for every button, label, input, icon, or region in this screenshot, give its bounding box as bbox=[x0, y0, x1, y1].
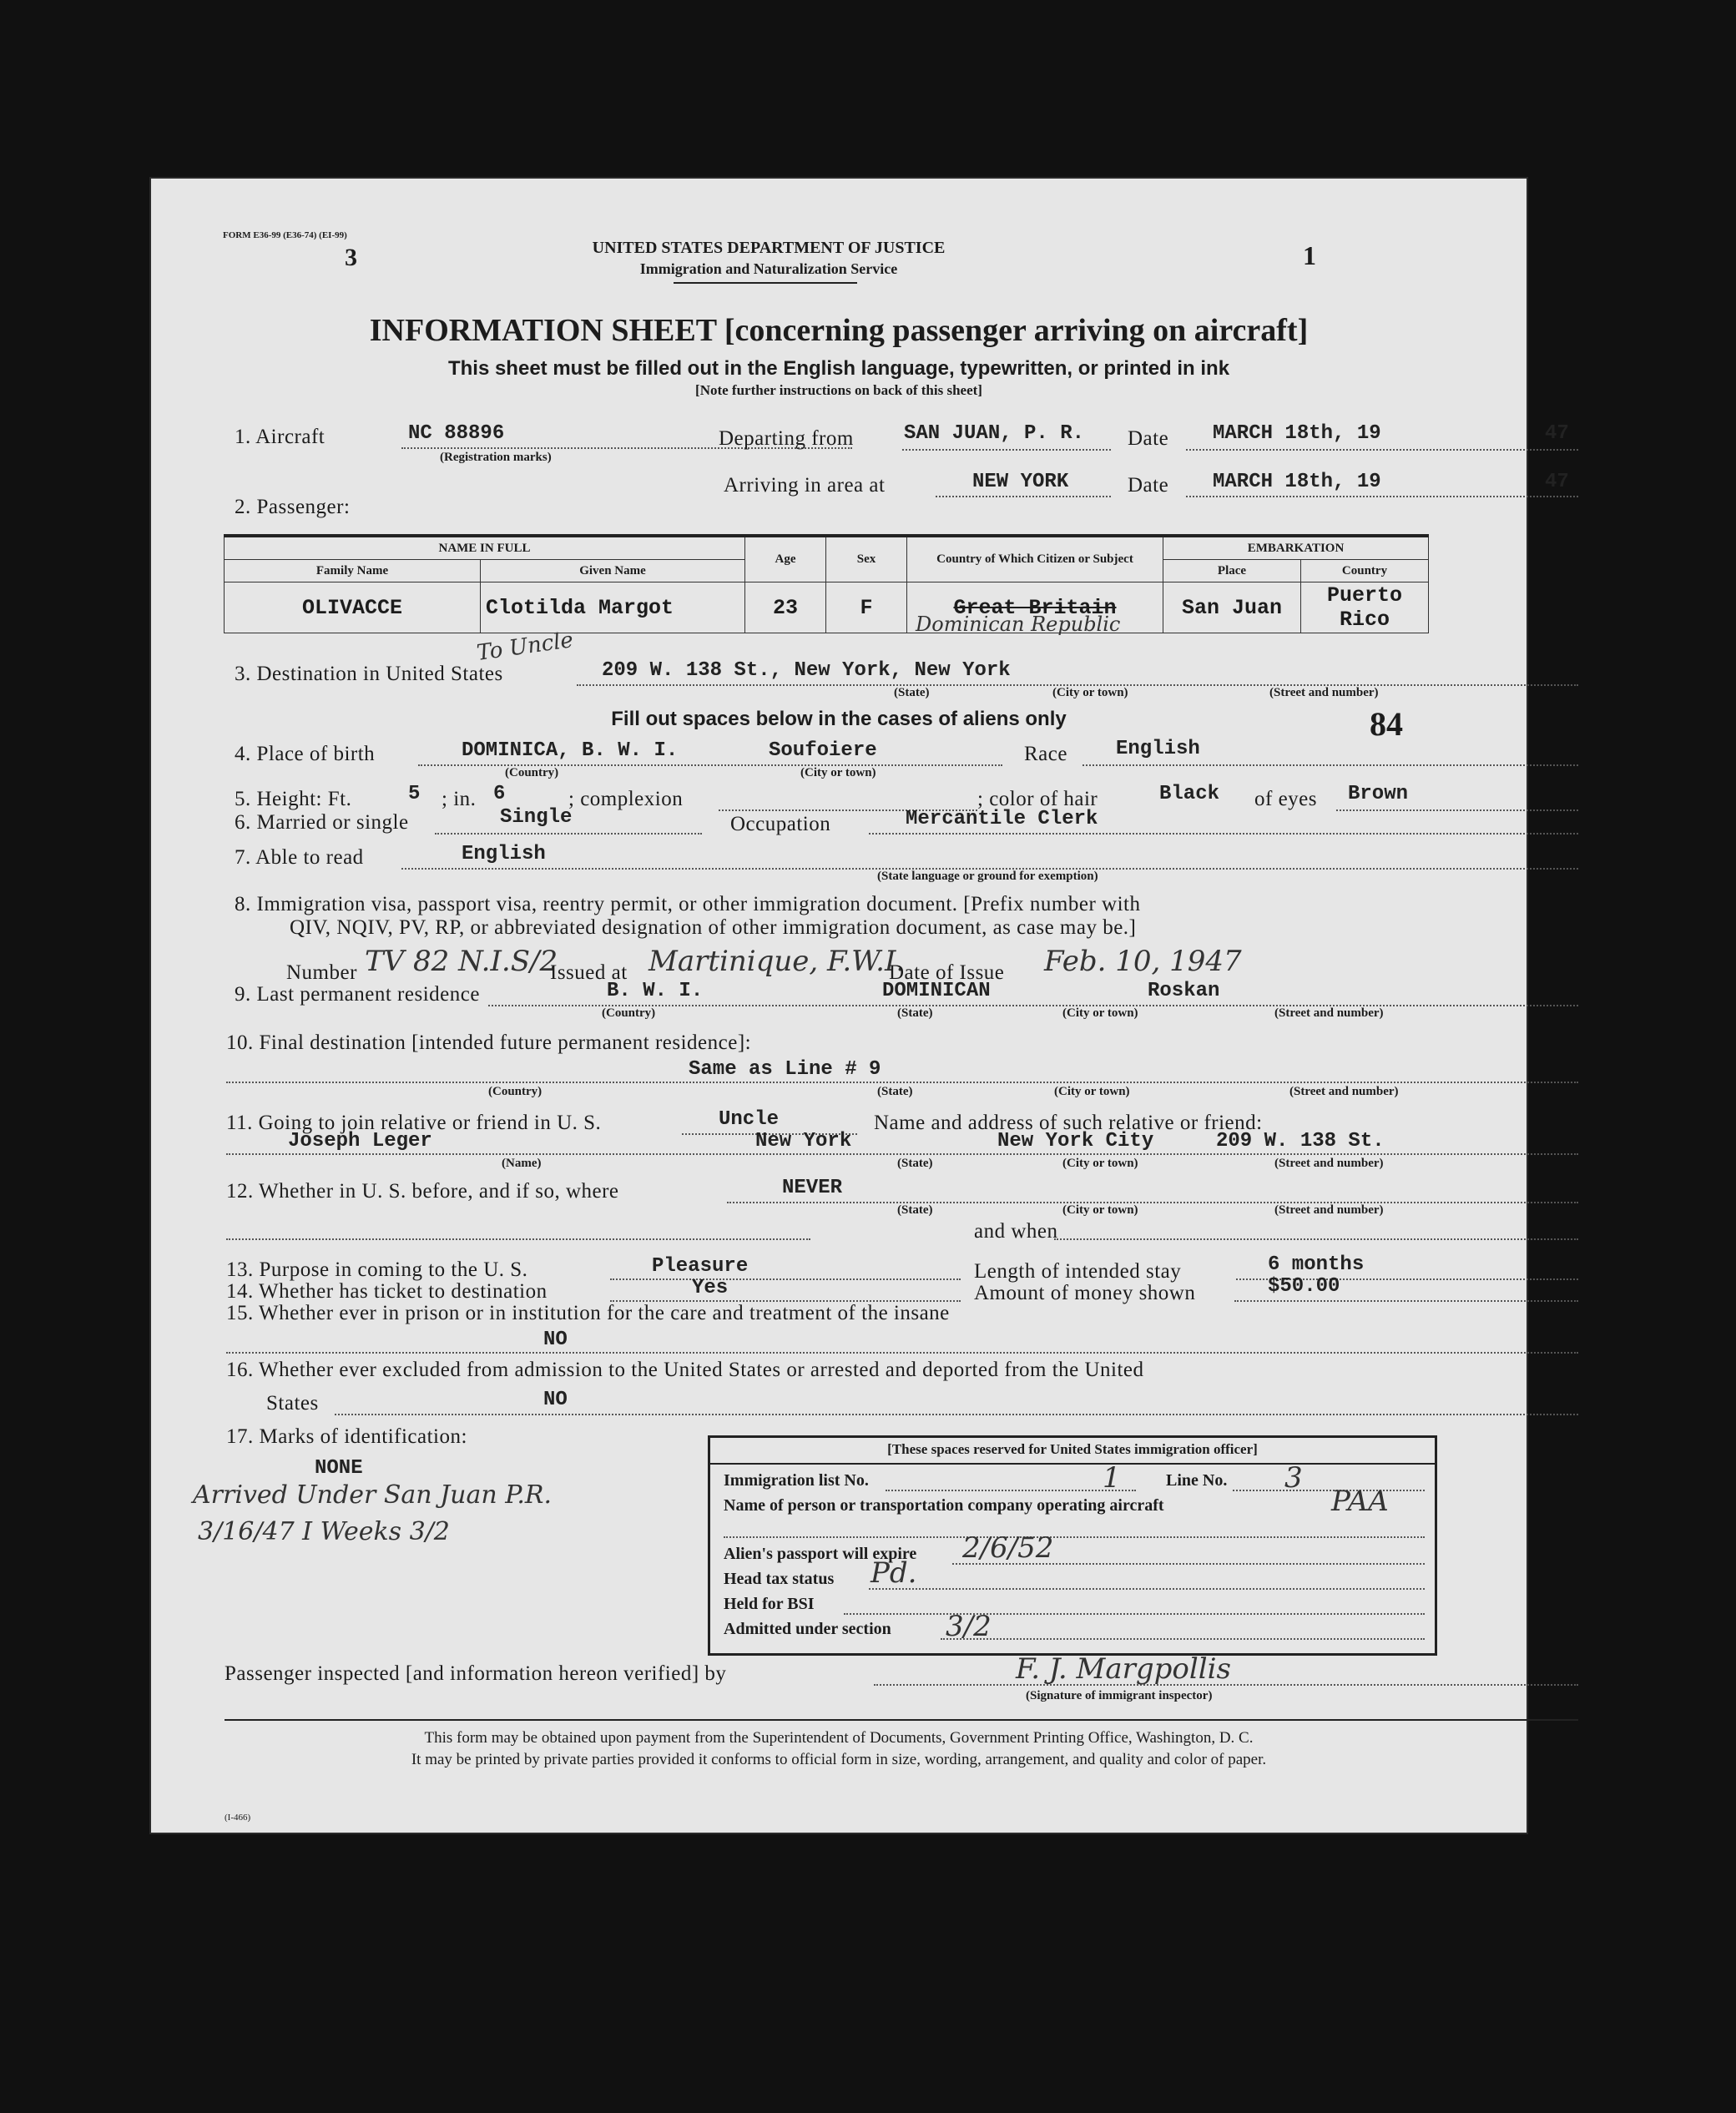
list-value: 1 bbox=[1103, 1461, 1121, 1495]
th-ecountry: Country bbox=[1301, 560, 1429, 582]
line-line bbox=[1233, 1490, 1425, 1491]
corner-mark-right: 1 bbox=[1303, 240, 1316, 270]
relative-line bbox=[226, 1153, 1578, 1155]
sex: F bbox=[826, 582, 907, 633]
read-label: 7. Able to read bbox=[235, 846, 364, 869]
embark-country: Puerto Rico bbox=[1301, 582, 1429, 633]
destination-note-handwritten: To Uncle bbox=[475, 628, 575, 666]
relative-city: New York City bbox=[997, 1130, 1154, 1152]
th-age: Age bbox=[745, 536, 826, 582]
destination-sub-state: (State) bbox=[894, 686, 930, 699]
arriving-value: NEW YORK bbox=[972, 471, 1069, 493]
date2-label: Date bbox=[1128, 474, 1169, 497]
prison-value: NO bbox=[543, 1329, 568, 1351]
height-in-label: ; in. bbox=[442, 788, 477, 810]
eyes-label: of eyes bbox=[1254, 788, 1317, 810]
relative-sub-name: (Name) bbox=[502, 1157, 542, 1170]
age: 23 bbox=[745, 582, 826, 633]
residence-sub-city: (City or town) bbox=[1062, 1006, 1138, 1020]
read-value: English bbox=[462, 843, 546, 865]
list-line bbox=[886, 1490, 1136, 1491]
line-label: Line No. bbox=[1166, 1471, 1228, 1490]
registration-sub: (Registration marks) bbox=[440, 451, 552, 464]
doi-label: Date of Issue bbox=[889, 961, 1005, 984]
th-embarkation: EMBARKATION bbox=[1163, 536, 1429, 560]
visa-text2: QIV, NQIV, PV, RP, or abbreviated designation of other immigration document, as case may be.] bbox=[290, 916, 1137, 939]
th-place: Place bbox=[1163, 560, 1301, 582]
occupation-line bbox=[869, 833, 1578, 835]
date-label: Date bbox=[1128, 427, 1169, 450]
family-name: OLIVACCE bbox=[225, 582, 481, 633]
arriving-label: Arriving in area at bbox=[724, 474, 886, 497]
aircraft-value: NC 88896 bbox=[408, 422, 505, 445]
bottom-code: (I-466) bbox=[225, 1813, 251, 1823]
prison-label: 15. Whether ever in prison or in institution for the care and treatment of the insane bbox=[226, 1302, 950, 1324]
final-dest-line bbox=[226, 1082, 1578, 1083]
citizenship: Great Britain bbox=[953, 595, 1117, 620]
passport-value: 2/6/52 bbox=[962, 1531, 1054, 1565]
when-line bbox=[1054, 1238, 1578, 1240]
tax-label: Head tax status bbox=[724, 1570, 835, 1588]
join-label: 11. Going to join relative or friend in U. S. bbox=[226, 1112, 602, 1134]
relative-street: 209 W. 138 St. bbox=[1216, 1130, 1385, 1152]
before-line bbox=[727, 1202, 1578, 1203]
date2-value: MARCH 18th, 19 bbox=[1213, 471, 1381, 493]
instructions: This sheet must be filled out in the English language, typewritten, or printed in ink bbox=[447, 357, 1230, 380]
birth-sub-country: (Country) bbox=[505, 766, 559, 779]
eyes-value: Brown bbox=[1348, 783, 1409, 805]
destination-label: 3. Destination in United States bbox=[235, 663, 503, 685]
stay-label: Length of intended stay bbox=[974, 1260, 1182, 1283]
tax-value: Pd. bbox=[871, 1556, 917, 1590]
money-value: $50.00 bbox=[1268, 1275, 1340, 1298]
relative-name: Joseph Leger bbox=[288, 1130, 432, 1152]
inspector-sub: (Signature of immigrant inspector) bbox=[1026, 1689, 1213, 1702]
departing-value: SAN JUAN, P. R. bbox=[904, 422, 1085, 445]
destination-value: 209 W. 138 St., New York, New York bbox=[602, 659, 1011, 682]
excluded-label2: States bbox=[266, 1392, 319, 1415]
marks-handwritten-2: 3/16/47 I Weeks 3/2 bbox=[198, 1517, 450, 1546]
note: [Note further instructions on back of this sheet] bbox=[695, 382, 982, 398]
departing-label: Departing from bbox=[719, 427, 854, 450]
money-label: Amount of money shown bbox=[974, 1282, 1196, 1304]
date-value: MARCH 18th, 19 bbox=[1213, 422, 1381, 445]
join-value: Uncle bbox=[719, 1108, 780, 1131]
aircraft-label: 1. Aircraft bbox=[235, 426, 326, 448]
residence-sub-country: (Country) bbox=[602, 1006, 656, 1020]
operator-value: PAA bbox=[1331, 1485, 1389, 1518]
race-value: English bbox=[1116, 738, 1200, 760]
hair-label: ; color of hair bbox=[977, 788, 1098, 810]
th-name: NAME IN FULL bbox=[225, 536, 745, 560]
destination-sub-city: (City or town) bbox=[1052, 686, 1128, 699]
issued-value: Martinique, F.W.I. bbox=[648, 945, 906, 978]
tax-line bbox=[869, 1588, 1425, 1590]
ticket-value: Yes bbox=[692, 1277, 729, 1299]
page-title: INFORMATION SHEET [concerning passenger arriving on aircraft] bbox=[369, 313, 1309, 348]
officer-box-rule bbox=[710, 1463, 1435, 1465]
marks-label: 17. Marks of identification: bbox=[226, 1425, 467, 1448]
height-in: 6 bbox=[493, 783, 506, 805]
officer-box-title: [These spaces reserved for United States immigration officer] bbox=[887, 1441, 1258, 1457]
final-sub-country: (Country) bbox=[488, 1085, 542, 1098]
relative-sub-city: (City or town) bbox=[1062, 1157, 1138, 1170]
residence-city: Roskan bbox=[1148, 980, 1220, 1002]
th-sex: Sex bbox=[826, 536, 907, 582]
purpose-label: 13. Purpose in coming to the U. S. bbox=[226, 1258, 528, 1281]
th-given: Given Name bbox=[481, 560, 745, 582]
marks-handwritten-1: Arrived Under San Juan P.R. bbox=[193, 1480, 552, 1510]
department: UNITED STATES DEPARTMENT OF JUSTICE bbox=[592, 239, 946, 257]
section-line bbox=[941, 1638, 1425, 1640]
final-sub-state: (State) bbox=[877, 1085, 913, 1098]
final-dest-label: 10. Final destination [intended future permanent residence]: bbox=[226, 1031, 752, 1054]
aliens-heading: Fill out spaces below in the cases of aliens only bbox=[611, 708, 1067, 730]
final-sub-street: (Street and number) bbox=[1289, 1085, 1399, 1098]
inspector-signature: F. J. Margpollis bbox=[1016, 1652, 1231, 1686]
doi-value: Feb. 10, 1947 bbox=[1044, 945, 1242, 978]
footer-line-2: It may be printed by private parties provided it conforms to official form in size, wording, arrangement, and quality and color of paper. bbox=[411, 1751, 1267, 1768]
race-line bbox=[1082, 764, 1578, 766]
footer-line-1: This form may be obtained upon payment from the Superintendent of Documents, Government Printing Office, Washington, D. C. bbox=[424, 1729, 1254, 1747]
birth-sub-city: (City or town) bbox=[800, 766, 876, 779]
passport-label: Alien's passport will expire bbox=[724, 1545, 917, 1563]
when-label: and when bbox=[974, 1220, 1058, 1243]
relative-sub-state: (State) bbox=[897, 1157, 933, 1170]
before-value: NEVER bbox=[782, 1177, 843, 1199]
operator-label: Name of person or transportation company operating aircraft bbox=[724, 1496, 1164, 1515]
th-family: Family Name bbox=[225, 560, 481, 582]
excluded-line bbox=[335, 1414, 1578, 1415]
bsi-line bbox=[844, 1613, 1425, 1615]
birth-city: Soufoiere bbox=[769, 739, 877, 762]
marks-value: NONE bbox=[315, 1457, 363, 1480]
year-value: 47 bbox=[1545, 422, 1569, 445]
race-label: Race bbox=[1024, 743, 1067, 765]
eyes-line bbox=[1336, 809, 1578, 811]
prison-line bbox=[226, 1352, 1578, 1354]
residence-sub-street: (Street and number) bbox=[1274, 1006, 1384, 1020]
final-sub-city: (City or town) bbox=[1054, 1085, 1130, 1098]
form-number: FORM E36-99 (E36-74) (EI-99) bbox=[223, 230, 347, 240]
operator-line bbox=[724, 1536, 1425, 1538]
embark-place: San Juan bbox=[1163, 582, 1301, 633]
married-value: Single bbox=[500, 806, 573, 829]
issued-label: Issued at bbox=[550, 961, 628, 984]
birth-country: DOMINICA, B. W. I. bbox=[462, 739, 679, 762]
form-body bbox=[151, 179, 1527, 1833]
residence-sub-state: (State) bbox=[897, 1006, 933, 1020]
residence-country: B. W. I. bbox=[607, 980, 704, 1002]
line-value: 3 bbox=[1284, 1461, 1303, 1495]
stay-value: 6 months bbox=[1268, 1253, 1365, 1276]
height-label: 5. Height: Ft. bbox=[235, 788, 352, 810]
read-sub: (State language or ground for exemption) bbox=[877, 870, 1098, 883]
purpose-value: Pleasure bbox=[652, 1255, 749, 1278]
section-value: 3/2 bbox=[946, 1610, 992, 1643]
height-ft: 5 bbox=[408, 783, 421, 805]
money-line bbox=[1234, 1300, 1578, 1302]
section-label: Admitted under section bbox=[724, 1620, 891, 1638]
married-line bbox=[435, 833, 702, 835]
married-label: 6. Married or single bbox=[235, 811, 409, 834]
list-label: Immigration list No. bbox=[724, 1471, 869, 1490]
complexion-label: ; complexion bbox=[568, 788, 684, 810]
final-dest-value: Same as Line # 9 bbox=[689, 1058, 881, 1081]
ticket-label: 14. Whether has ticket to destination bbox=[226, 1280, 548, 1303]
residence-state: DOMINICAN bbox=[882, 980, 991, 1002]
before-sub-state: (State) bbox=[897, 1203, 933, 1217]
before-sub-city: (City or town) bbox=[1062, 1203, 1138, 1217]
inspected-label: Passenger inspected [and information hereon verified] by bbox=[225, 1662, 727, 1685]
occupation-label: Occupation bbox=[730, 813, 831, 835]
before-sub-street: (Street and number) bbox=[1274, 1203, 1384, 1217]
relative-state: New York bbox=[755, 1130, 852, 1152]
year2-value: 47 bbox=[1545, 471, 1569, 493]
th-country: Country of Which Citizen or Subject bbox=[907, 536, 1163, 582]
before-label: 12. Whether in U. S. before, and if so, where bbox=[226, 1180, 619, 1203]
purpose-line bbox=[610, 1278, 961, 1280]
occupation-value: Mercantile Clerk bbox=[906, 808, 1098, 830]
excluded-label: 16. Whether ever excluded from admission to the United States or arrested and deported from the United bbox=[226, 1359, 1144, 1381]
visa-text1: 8. Immigration visa, passport visa, reentry permit, or other immigration document. [Prefix number with bbox=[235, 893, 1141, 915]
officer-box bbox=[708, 1435, 1437, 1656]
given-name: Clotilda Margot bbox=[481, 582, 745, 633]
visa-number: TV 82 N.I.S/2 bbox=[365, 945, 558, 978]
excluded-value: NO bbox=[543, 1389, 568, 1411]
residence-label: 9. Last permanent residence bbox=[235, 983, 480, 1006]
relative-label: Name and address of such relative or friend: bbox=[874, 1112, 1263, 1134]
citizenship-handwritten: Dominican Republic bbox=[916, 613, 1121, 636]
corner-mark: 3 bbox=[345, 244, 357, 271]
hair-value: Black bbox=[1159, 783, 1220, 805]
page-ref: 84 bbox=[1370, 705, 1403, 743]
service: Immigration and Naturalization Service bbox=[639, 260, 898, 277]
visa-number-label: Number bbox=[286, 961, 357, 984]
birth-label: 4. Place of birth bbox=[235, 743, 376, 765]
when-line-left bbox=[226, 1238, 810, 1240]
bsi-label: Held for BSI bbox=[724, 1595, 815, 1613]
passenger-label: 2. Passenger: bbox=[235, 496, 351, 518]
relative-sub-street: (Street and number) bbox=[1274, 1157, 1384, 1170]
destination-sub-street: (Street and number) bbox=[1269, 686, 1379, 699]
footer-rule bbox=[225, 1719, 1578, 1721]
